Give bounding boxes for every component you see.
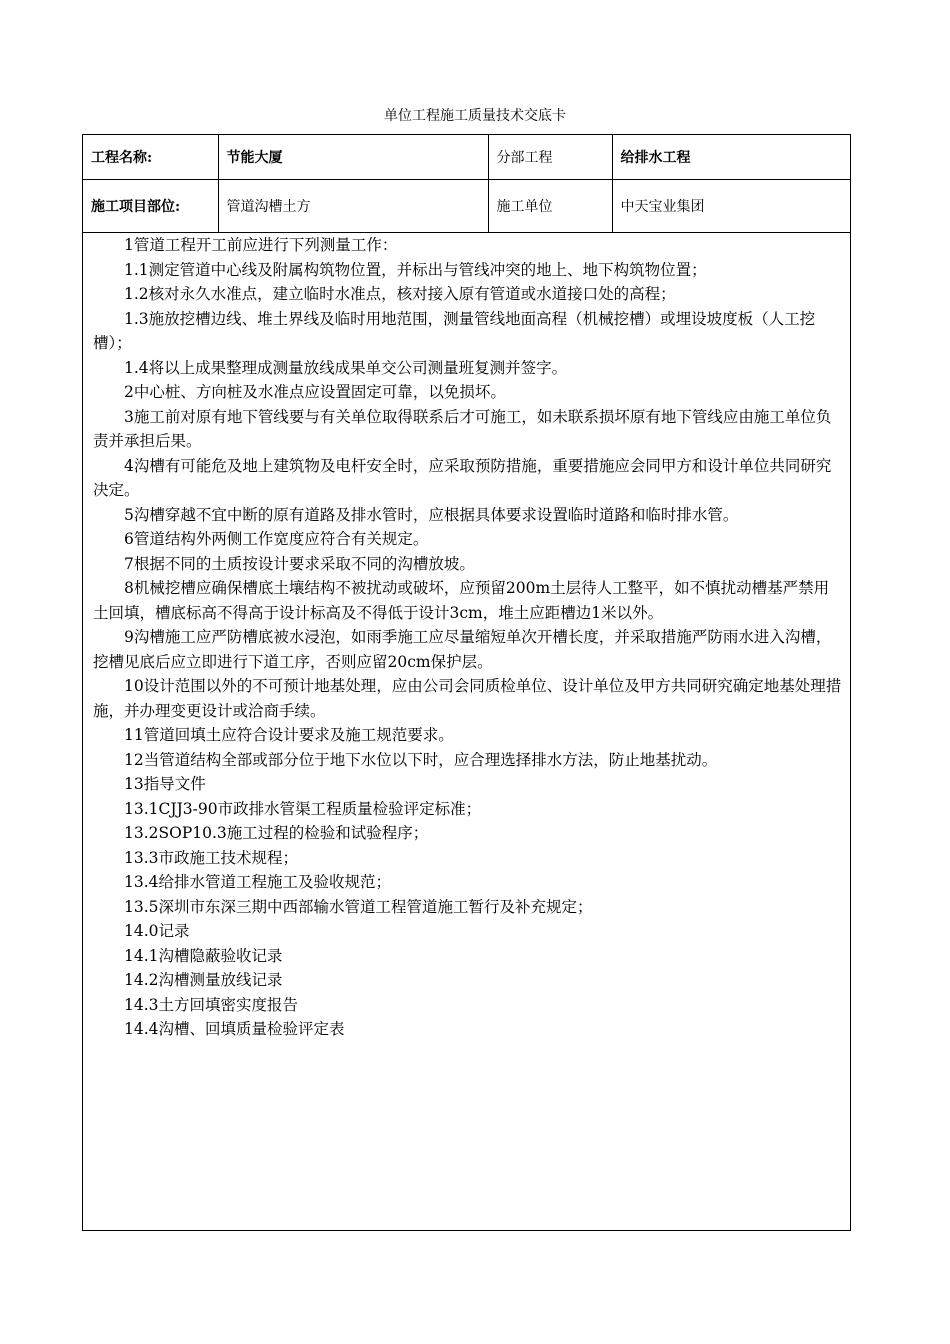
- header-row-project: [83, 135, 850, 180]
- division-value: 给排水工程: [612, 135, 850, 180]
- paragraph: 13.3市政施工技术规程；: [124, 848, 299, 867]
- paragraph: 14.1沟槽隐蔽验收记录: [124, 946, 283, 965]
- document-title: 单位工程施工质量技术交底卡: [384, 108, 566, 124]
- paragraph: 1.3施放挖槽边线、堆土界线及临时用地范围，测量管线地面高程（机械挖槽）或埋设坡度板（人工挖槽）；: [93, 309, 816, 352]
- paragraph: 1.2核对永久水准点，建立临时水准点，核对接入原有管道或水道接口处的高程；: [124, 285, 676, 303]
- contractor-value: 中天宝业集团: [612, 180, 850, 233]
- paragraph: 14.4沟槽、回填质量检验评定表: [124, 1020, 345, 1038]
- paragraph: 4沟槽有可能危及地上建筑物及电杆安全时，应采取预防措施，重要措施应会同甲方和设计单位共同研究决定。: [93, 456, 832, 499]
- disclosure-body: [83, 233, 850, 1042]
- paragraph: 1.1测定管道中心线及附属构筑物位置，并标出与管线冲突的地上、地下构筑物位置；: [124, 260, 707, 279]
- paragraph: 1管道工程开工前应进行下列测量工作：: [124, 236, 398, 254]
- disclosure-card: [82, 134, 851, 1231]
- paragraph: 10设计范围以外的不可预计地基处理，应由公司会同质检单位、设计单位及甲方共同研究确定地基处理措施，并办理变更设计或洽商手续。: [93, 677, 842, 720]
- paragraph: 9沟槽施工应严防槽底被水浸泡，如雨季施工应尽量缩短单次开槽长度，并采取措施严防雨水进入沟槽，挖槽见底后应立即进行下道工序，否则应留20cm保护层。: [93, 628, 832, 671]
- header-table: [83, 135, 850, 233]
- location-label: 施工项目部位:: [83, 180, 218, 233]
- paragraph: 2中心桩、方向桩及水准点应设置固定可靠，以免损坏。: [124, 383, 506, 401]
- contractor-label: 施工单位: [488, 180, 612, 233]
- project-name-value: 节能大厦: [218, 135, 488, 180]
- paragraph: 6管道结构外两侧工作宽度应符合有关规定。: [124, 530, 429, 548]
- paragraph: 13.5深圳市东深三期中西部输水管道工程管道施工暂行及补充规定；: [124, 897, 593, 916]
- division-label: 分部工程: [488, 135, 612, 180]
- paragraph: 13.4给排水管道工程施工及验收规范；: [124, 873, 392, 891]
- location-value: 管道沟槽土方: [218, 180, 488, 233]
- paragraph: 14.0记录: [124, 922, 190, 940]
- paragraph: 13.1CJJ3-90市政排水管渠工程质量检验评定标准；: [124, 799, 482, 818]
- paragraph: 7根据不同的土质按设计要求采取不同的沟槽放坡。: [124, 554, 475, 573]
- paragraph: 13.2SOP10.3施工过程的检验和试验程序；: [124, 824, 429, 842]
- paragraph: 1.4将以上成果整理成测量放线成果单交公司测量班复测并签字。: [124, 358, 568, 377]
- paragraph: 13指导文件: [124, 775, 206, 793]
- header-row-location: [83, 180, 850, 233]
- paragraph: 8机械挖槽应确保槽底土壤结构不被扰动或破坏，应预留200m土层待人工整平，如不慎扰动槽基严禁用土回填，槽底标高不得高于设计标高及不得低于设计3cm，堆土应距槽边1米以外。: [93, 579, 830, 622]
- paragraph: 11管道回填土应符合设计要求及施工规范要求。: [124, 726, 454, 744]
- paragraph: 5沟槽穿越不宜中断的原有道路及排水管时，应根据具体要求设置临时道路和临时排水管。: [124, 505, 739, 524]
- paragraph: 12当管道结构全部或部分位于地下水位以下时，应合理选择排水方法，防止地基扰动。: [124, 750, 718, 769]
- paragraph: 14.2沟槽测量放线记录: [124, 971, 283, 989]
- paragraph: 14.3土方回填密实度报告: [124, 995, 299, 1014]
- project-name-label: 工程名称:: [83, 135, 218, 180]
- paragraph: 3施工前对原有地下管线要与有关单位取得联系后才可施工，如未联系损坏原有地下管线应由施工单位负责并承担后果。: [93, 407, 832, 450]
